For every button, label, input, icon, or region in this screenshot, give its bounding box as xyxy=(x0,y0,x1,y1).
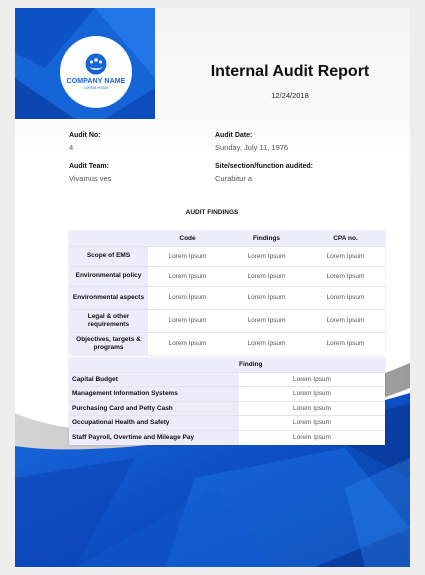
row-label: Capital Budget xyxy=(69,372,239,387)
table-cell: Lorem Ipsum xyxy=(306,332,385,355)
logo-mark-icon xyxy=(83,53,109,77)
report-title: Internal Audit Report xyxy=(210,63,370,80)
table-cell: Lorem Ipsum xyxy=(227,332,306,355)
company-name: COMPANY NAME xyxy=(66,77,126,85)
company-logo xyxy=(60,36,132,108)
table-header-row xyxy=(69,231,385,246)
audit-team-value: Vivamus ves xyxy=(69,174,112,183)
table-row xyxy=(69,387,385,402)
table-cell: Lorem Ipsum xyxy=(148,332,227,355)
finding-table xyxy=(69,358,385,445)
audit-team-label: Audit Team: xyxy=(69,163,109,170)
table-cell: Lorem Ipsum xyxy=(227,266,306,286)
table-header-cell xyxy=(69,231,148,246)
table-row xyxy=(69,332,385,355)
table-cell: Lorem Ipsum xyxy=(227,309,306,332)
table-cell: Lorem Ipsum xyxy=(239,401,385,416)
table-row xyxy=(69,430,385,445)
row-label: Occupational Health and Safety xyxy=(69,416,239,431)
audit-no-field xyxy=(69,132,101,152)
table-cell: Lorem Ipsum xyxy=(148,246,227,266)
table-cell: Lorem Ipsum xyxy=(306,266,385,286)
table-cell: Lorem Ipsum xyxy=(227,286,306,309)
site-label: Site/section/function audited: xyxy=(215,163,314,170)
report-date: 12/24/2018 xyxy=(271,91,309,100)
table-header-cell xyxy=(69,358,239,372)
table-cell: Lorem Ipsum xyxy=(148,309,227,332)
table-cell: Lorem Ipsum xyxy=(306,286,385,309)
audit-no-label: Audit No: xyxy=(69,132,101,139)
table-row xyxy=(69,372,385,387)
company-tagline: LOREM IPSUM xyxy=(83,85,109,90)
table-cell: Lorem Ipsum xyxy=(239,430,385,445)
table-row xyxy=(69,416,385,431)
table-row xyxy=(69,266,385,286)
report-page xyxy=(15,8,410,567)
table-header-row xyxy=(69,358,385,372)
table-cell: Lorem Ipsum xyxy=(239,387,385,402)
row-label: Staff Payroll, Overtime and Mileage Pay xyxy=(69,430,239,445)
row-label: Legal & other requirements xyxy=(69,309,148,332)
table-header-cell: Findings xyxy=(227,231,306,246)
row-label: Scope of EMS xyxy=(69,246,148,266)
audit-team-field xyxy=(69,163,111,183)
table-header-cell: Code xyxy=(148,231,227,246)
table-cell: Lorem Ipsum xyxy=(227,246,306,266)
table-row xyxy=(69,309,385,332)
table-cell: Lorem Ipsum xyxy=(148,266,227,286)
table-row xyxy=(69,246,385,266)
table-header-cell: CPA no. xyxy=(306,231,385,246)
table-row xyxy=(69,401,385,416)
table-cell: Lorem Ipsum xyxy=(148,286,227,309)
audit-date-value: Sunday, July 11, 1976 xyxy=(215,143,289,152)
site-value: Curabitur a xyxy=(215,174,253,183)
table-cell: Lorem Ipsum xyxy=(306,309,385,332)
table-row xyxy=(69,286,385,309)
row-label: Objectives, targets & programs xyxy=(69,332,148,355)
site-field xyxy=(215,163,313,183)
row-label: Purchasing Card and Petty Cash xyxy=(69,401,239,416)
row-label: Environmental policy xyxy=(69,266,148,286)
audit-date-field xyxy=(215,132,288,152)
table-cell: Lorem Ipsum xyxy=(306,246,385,266)
audit-findings-title: AUDIT FINDINGS xyxy=(185,209,239,216)
table-cell: Lorem Ipsum xyxy=(239,372,385,387)
audit-findings-table xyxy=(69,231,385,355)
row-label: Environmental aspects xyxy=(69,286,148,309)
audit-no-value: 4 xyxy=(69,143,74,152)
row-label: Management Information Systems xyxy=(69,387,239,402)
table-cell: Lorem Ipsum xyxy=(239,416,385,431)
table-header-cell: Finding xyxy=(239,358,385,372)
audit-date-label: Audit Date: xyxy=(215,132,253,139)
